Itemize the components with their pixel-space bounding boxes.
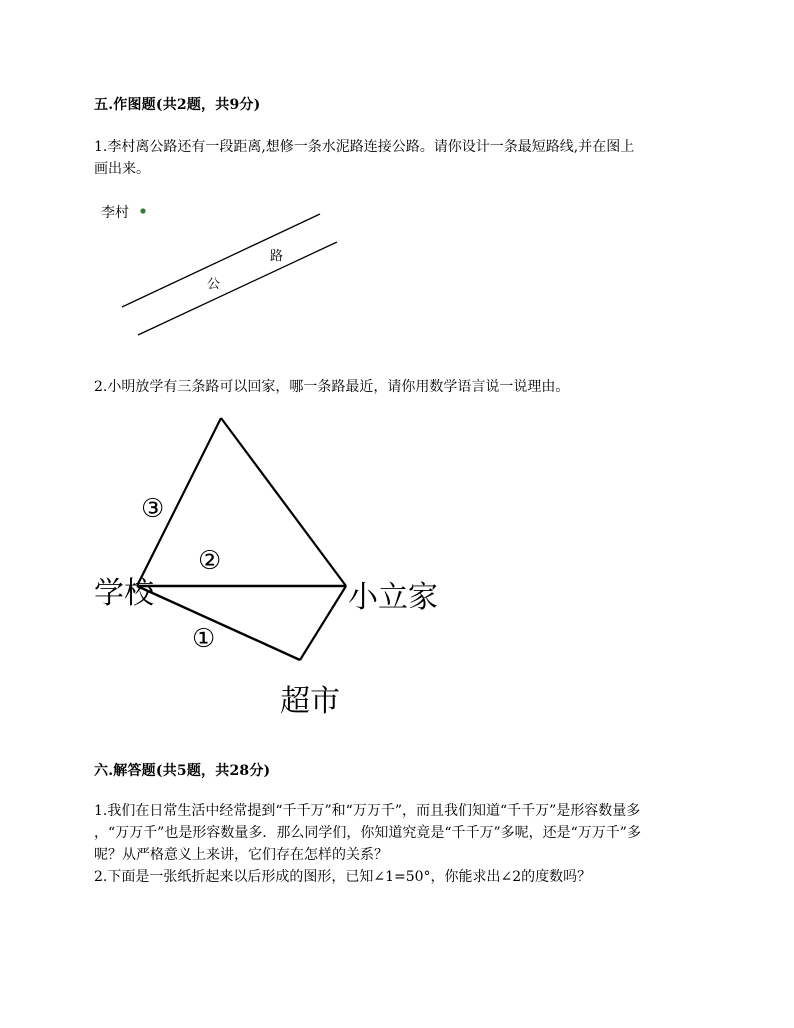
question-5-2-text: 2.小明放学有三条路可以回家，哪一条路最近，请你用数学语言说一说理由。	[94, 379, 570, 395]
market-label: 超市	[280, 684, 340, 719]
question-6-1	[94, 800, 704, 888]
village-label: 李村	[101, 205, 129, 221]
section-6-title: 六.解答题(共5题，共28分)	[94, 763, 271, 779]
road-label-lu: 路	[270, 249, 284, 264]
question-6-2-text: 2.下面是一张纸折起来以后形成的图形，已知∠1=50°，你能求出∠2的度数吗？	[94, 869, 592, 885]
section-5-title: 五.作图题(共2题，共9分)	[94, 97, 261, 113]
route-1-leg-a	[137, 586, 300, 660]
route-3-label: ③	[141, 494, 165, 524]
question-6-1-line-2: ，“万万千”也是形容数量多．那么同学们，你知道究竟是“千千万”多呢，还是“万万千”多	[94, 825, 641, 841]
road-label-gong: 公	[207, 277, 221, 292]
home-label: 小立家	[348, 580, 438, 615]
question-5-1-line-2: 画出来。	[94, 161, 150, 177]
question-6-1-line-1: 1.我们在日常生活中经常提到“千千万”和“万万千”，而且我们知道“千千万”是形容数量多	[94, 803, 641, 819]
route-2-label: ②	[198, 546, 222, 576]
question-6-1-line-3: 呢？从严格意义上来讲，它们存在怎样的关系？	[94, 847, 388, 863]
route-1-leg-b	[300, 586, 346, 660]
question-5-1-line-1: 1.李村离公路还有一段距离,想修一条水泥路连接公路。请你设计一条最短路线,并在图上	[94, 139, 635, 155]
route-3-leg-b	[221, 418, 346, 586]
school-label: 学校	[94, 576, 154, 611]
route-1-label: ①	[192, 624, 216, 654]
